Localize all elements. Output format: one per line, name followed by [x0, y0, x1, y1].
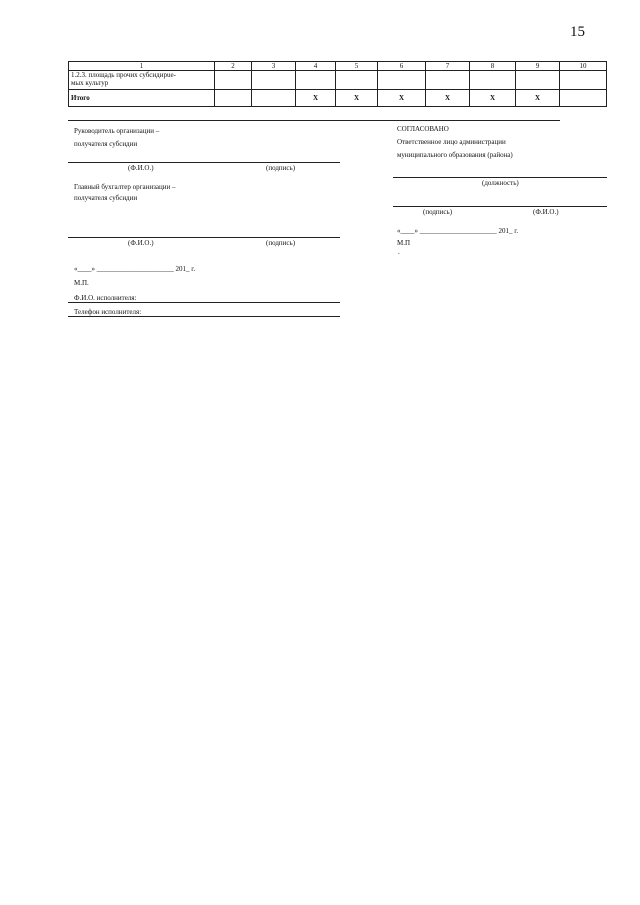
table-cell	[560, 90, 607, 107]
table-cell: X	[470, 90, 516, 107]
accountant-label: Главный бухгалтер организации –	[74, 183, 176, 191]
header-cell: 4	[296, 62, 336, 71]
data-table	[68, 61, 607, 107]
signature-line	[393, 206, 607, 207]
accountant-label-2: получателя субсидии	[74, 194, 138, 202]
table-row	[69, 71, 607, 90]
table-cell	[560, 71, 607, 90]
table-cell: X	[426, 90, 470, 107]
fio-caption: (Ф.И.О.)	[128, 239, 154, 247]
page-number: 15	[570, 24, 585, 40]
table-header-row	[69, 62, 607, 71]
table-cell: X	[516, 90, 560, 107]
phone-line	[68, 316, 340, 317]
table-cell	[378, 71, 426, 90]
header-cell: 6	[378, 62, 426, 71]
table-cell	[426, 71, 470, 90]
sign-caption: (подпись)	[266, 239, 296, 247]
dot-mark: .	[398, 248, 400, 256]
sign-caption: (подпись)	[266, 164, 296, 172]
header-cell: 7	[426, 62, 470, 71]
sign-caption: (подпись)	[423, 208, 453, 216]
agreed-label: СОГЛАСОВАНО	[397, 125, 449, 133]
fio-caption: (Ф.И.О.)	[128, 164, 154, 172]
row-label-line: 1.2.3. площадь прочих субсидирue-	[71, 71, 176, 79]
responsible-label: Ответственное лицо администрации	[397, 138, 506, 146]
total-label: Итого	[69, 90, 215, 107]
table-cell	[296, 71, 336, 90]
header-cell: 3	[252, 62, 296, 71]
row-label	[69, 71, 215, 90]
table-cell	[470, 71, 516, 90]
stamp-label: М.П.	[74, 279, 89, 287]
position-line	[393, 177, 607, 178]
header-cell: 5	[336, 62, 378, 71]
position-caption: (должность)	[482, 179, 519, 187]
table-cell	[215, 90, 252, 107]
table-cell	[336, 71, 378, 90]
header-cell: 2	[215, 62, 252, 71]
table-row-total	[69, 90, 607, 107]
phone-label: Телефон исполнителя:	[74, 308, 142, 316]
signature-line	[68, 162, 340, 163]
executor-label: Ф.И.О. исполнителя:	[74, 294, 137, 302]
table-cell: X	[296, 90, 336, 107]
responsible-label-2: муниципального образования (района)	[397, 151, 513, 159]
header-cell: 9	[516, 62, 560, 71]
row-label-line: мых культур	[71, 79, 109, 87]
date-line: «____» ______________________ 201_ г.	[397, 227, 519, 235]
table-cell: X	[378, 90, 426, 107]
executor-line	[68, 302, 340, 303]
table-cell	[252, 71, 296, 90]
stamp-label: М.П	[397, 239, 411, 247]
table-cell: X	[336, 90, 378, 107]
divider	[68, 120, 560, 121]
header-cell: 10	[560, 62, 607, 71]
head-label: Руководитель организации –	[74, 127, 160, 135]
fio-caption: (Ф.И.О.)	[533, 208, 559, 216]
date-line: «____» ______________________ 201_ г.	[74, 265, 196, 273]
table-cell	[516, 71, 560, 90]
header-cell: 8	[470, 62, 516, 71]
table-cell	[215, 71, 252, 90]
head-label-2: получателя субсидии	[74, 140, 138, 148]
signature-line	[68, 237, 340, 238]
header-cell: 1	[69, 62, 215, 71]
table-cell	[252, 90, 296, 107]
